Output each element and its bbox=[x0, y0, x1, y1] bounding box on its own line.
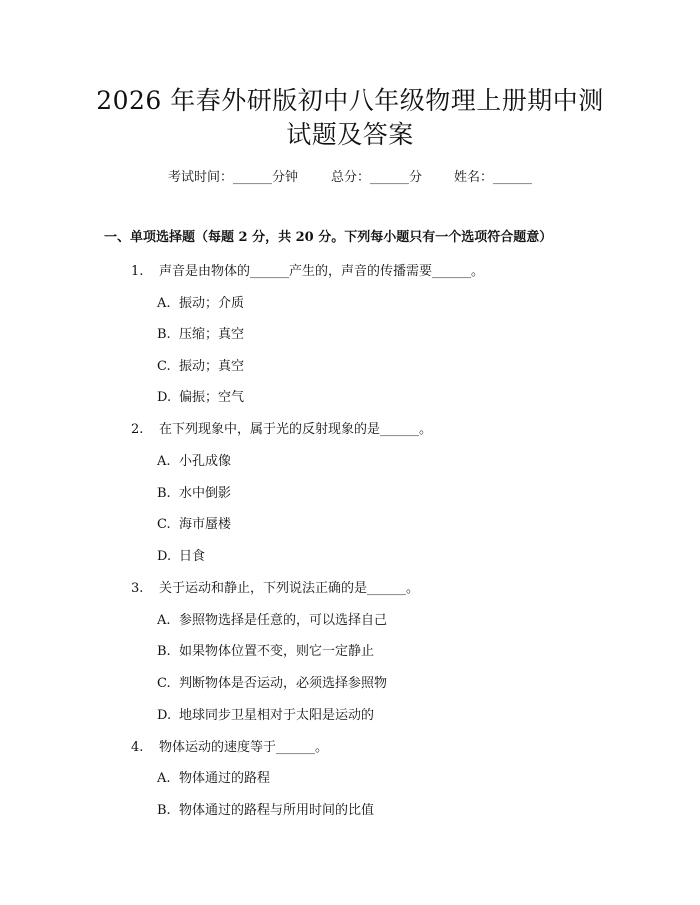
option-text: 如果物体位置不变，则它一定静止 bbox=[179, 644, 375, 659]
option-letter: B. bbox=[157, 644, 171, 659]
option-text: 振动；介质 bbox=[179, 296, 245, 311]
option-text: 判断物体是否运动，必须选择参照物 bbox=[179, 676, 388, 691]
student-name-field: 姓名：______ bbox=[454, 170, 533, 185]
exam-time-field: 考试时间：______分钟 bbox=[168, 170, 299, 185]
option-text: 物体通过的路程 bbox=[179, 771, 271, 786]
question-text: 物体运动的速度等于______。 bbox=[159, 740, 329, 755]
question-number: 2. bbox=[131, 422, 144, 437]
total-score-field: 总分：______分 bbox=[331, 170, 423, 185]
option-text: 海市蜃楼 bbox=[179, 517, 232, 532]
option-letter: D. bbox=[157, 708, 172, 723]
option-letter: A. bbox=[157, 454, 171, 469]
question-text: 在下列现象中，属于光的反射现象的是______。 bbox=[159, 422, 433, 437]
exam-title-line-2: 试题及答案 bbox=[286, 120, 414, 149]
option-text: 偏振；空气 bbox=[179, 390, 245, 405]
option-letter: B. bbox=[157, 486, 171, 501]
option-letter: A. bbox=[157, 771, 171, 786]
option-text: 日食 bbox=[179, 549, 206, 564]
question-text: 声音是由物体的______产生的，声音的传播需要______。 bbox=[159, 264, 485, 279]
question-number: 3. bbox=[131, 581, 144, 596]
option-letter: B. bbox=[157, 803, 171, 818]
exam-title-line-1: 2026 年春外研版初中八年级物理上册期中测 bbox=[96, 86, 604, 115]
option-letter: A. bbox=[157, 613, 171, 628]
question-number: 4. bbox=[131, 740, 144, 755]
section-heading: 一、单项选择题（每题 2 分，共 20 分。下列每小题只有一个选项符合题意） bbox=[104, 230, 553, 245]
option-text: 压缩；真空 bbox=[179, 327, 245, 342]
option-text: 振动；真空 bbox=[179, 359, 245, 374]
question-number: 1. bbox=[131, 264, 144, 279]
option-letter: C. bbox=[157, 359, 171, 374]
option-letter: B. bbox=[157, 327, 171, 342]
option-text: 水中倒影 bbox=[179, 486, 232, 501]
option-letter: D. bbox=[157, 390, 172, 405]
option-text: 参照物选择是任意的，可以选择自己 bbox=[179, 613, 388, 628]
option-letter: A. bbox=[157, 296, 171, 311]
option-text: 小孔成像 bbox=[179, 454, 232, 469]
option-letter: C. bbox=[157, 676, 171, 691]
option-letter: D. bbox=[157, 549, 172, 564]
option-text: 地球同步卫星相对于太阳是运动的 bbox=[179, 708, 375, 723]
option-text: 物体通过的路程与所用时间的比值 bbox=[179, 803, 375, 818]
exam-meta bbox=[0, 168, 700, 188]
question-text: 关于运动和静止，下列说法正确的是______。 bbox=[159, 581, 420, 596]
option-letter: C. bbox=[157, 517, 171, 532]
